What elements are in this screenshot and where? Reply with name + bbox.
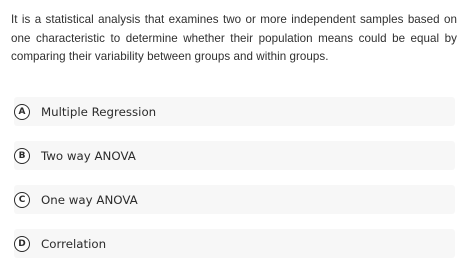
option-a-label: Multiple Regression xyxy=(41,104,157,119)
option-d[interactable] xyxy=(14,229,455,258)
option-a[interactable] xyxy=(14,97,455,126)
option-b-letter-badge: B xyxy=(14,148,30,164)
option-b[interactable] xyxy=(14,141,455,170)
option-c-letter-badge: C xyxy=(14,192,30,208)
option-d-label: Correlation xyxy=(41,236,107,251)
answer-options xyxy=(14,97,455,273)
option-c[interactable] xyxy=(14,185,455,214)
question-text: It is a statistical analysis that examines two or more independent samples based on one characteristic to determine whether their population means could be equal by comparing their variability between groups and within groups. xyxy=(11,13,457,63)
option-d-letter-badge: D xyxy=(14,236,30,252)
option-a-letter-badge: A xyxy=(14,104,30,120)
option-c-label: One way ANOVA xyxy=(41,192,138,207)
option-b-label: Two way ANOVA xyxy=(41,148,136,163)
